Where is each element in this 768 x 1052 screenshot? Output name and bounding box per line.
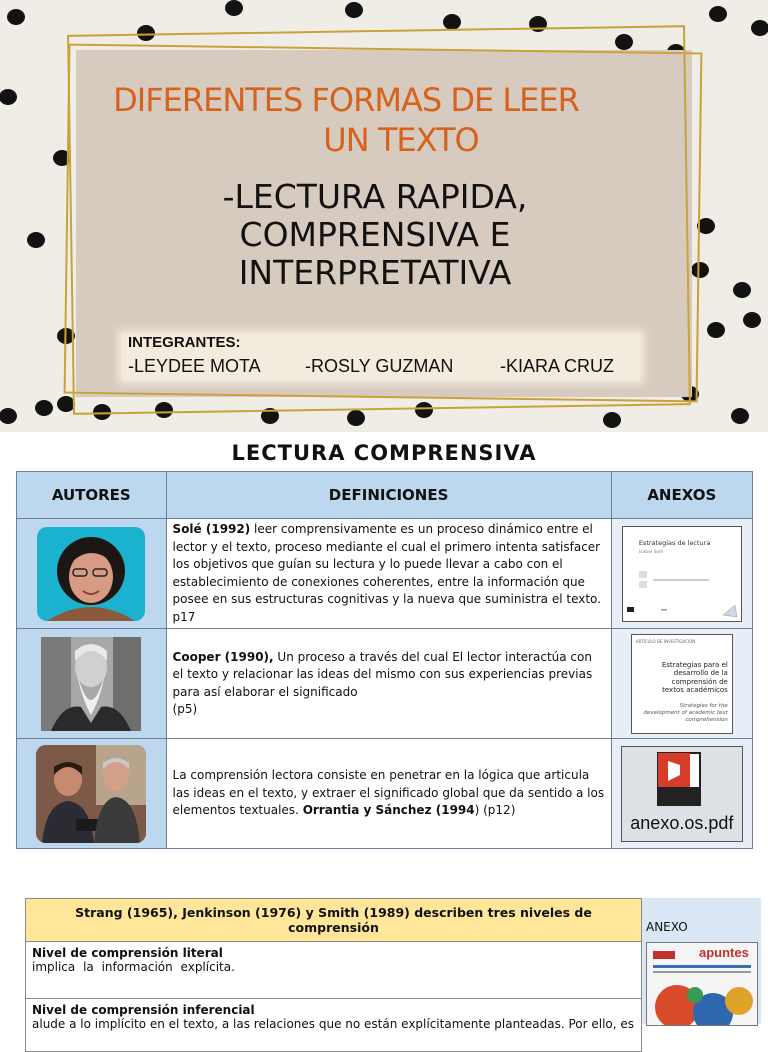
author-photo-sole <box>37 527 145 621</box>
levels-heading: Strang (1965), Jenkinson (1976) y Smith (1989) describen tres niveles de comprensión <box>26 899 642 942</box>
column-header-anexos: ANEXOS <box>611 472 752 519</box>
annex-document-thumbnail[interactable] <box>622 526 742 622</box>
definition-cell <box>166 739 611 849</box>
polka-dot <box>347 410 365 426</box>
level-name: Nivel de comprensión literal <box>32 946 223 960</box>
polka-dot <box>0 89 17 105</box>
annex-label: ANEXO <box>646 920 688 934</box>
section-title: LECTURA COMPRENSIVA <box>231 441 537 465</box>
member-name: -ROSLY GUZMAN <box>305 356 454 376</box>
table-row <box>17 519 753 629</box>
column-header-definiciones: DEFINICIONES <box>166 472 611 519</box>
annex-document-thumbnail[interactable] <box>631 634 733 734</box>
polka-dot <box>743 312 761 328</box>
polka-dot <box>731 408 749 424</box>
level-cell <box>26 942 642 999</box>
polka-dot <box>603 412 621 428</box>
member-name: -LEYDEE MOTA <box>128 356 261 376</box>
annex-cell <box>611 739 752 849</box>
members-label: INTEGRANTES: <box>128 334 241 351</box>
author-cell <box>17 629 167 739</box>
definition-text: La comprensión lectora consiste en penetrar en la lógica que articula las ideas en el texto, y extraer el significado global que da sentido a los elementos textuales. <box>172 768 605 818</box>
comprehension-levels-table <box>25 898 642 1052</box>
member-name: -KIARA CRUZ <box>500 356 615 376</box>
members-box <box>122 334 640 380</box>
polka-dot <box>0 408 17 424</box>
definition-cell <box>166 519 611 629</box>
polka-dot <box>443 14 461 30</box>
author-photo-cooper <box>41 637 141 731</box>
pdf-file-label: anexo.os.pdf <box>630 812 734 833</box>
page-reference: ) (p12) <box>474 803 516 818</box>
author-photo-orrantia-sanchez <box>36 745 146 843</box>
author-cell <box>17 519 167 629</box>
level-cell <box>26 999 642 1052</box>
author-reference: Solé (1992) <box>172 522 251 536</box>
annex-journal-cover[interactable] <box>646 942 758 1026</box>
polka-dot <box>733 282 751 298</box>
annex-title: Estrategias para el desarrollo de la comprensión de textos académicos <box>661 660 728 694</box>
table-header-row <box>17 472 753 519</box>
table-row <box>17 739 753 849</box>
main-title-line: UN TEXTO <box>323 121 479 159</box>
subtitle <box>160 178 590 292</box>
annex-panel <box>642 898 761 1024</box>
main-title-line: DIFERENTES FORMAS DE LEER <box>113 81 579 119</box>
level-text: implica la información explícita. <box>32 960 235 974</box>
definition-text: Un proceso a través del cual El lector interactúa con el texto y relacionar las ideas del mismo con sus experiencias previas para así elaborar el significado <box>172 649 593 699</box>
author-reference: Cooper (1990), <box>172 649 274 664</box>
annex-header: ARTÍCULO DE INVESTIGACIÓN <box>635 638 696 644</box>
subtitle-line: INTERPRETATIVA <box>238 253 512 292</box>
subtitle-line: COMPRENSIVA E <box>239 215 511 254</box>
page-reference: (p5) <box>172 702 198 716</box>
author-cell <box>17 739 167 849</box>
polka-dot <box>345 2 363 18</box>
annex-title: Estrategias de lectura <box>638 538 711 547</box>
column-header-autores: AUTORES <box>17 472 167 519</box>
level-text: alude a lo implícito en el texto, a las relaciones que no están explícitamente planteadas. Por ello, es <box>32 1017 635 1031</box>
polka-dot <box>707 322 725 338</box>
main-title <box>76 80 616 160</box>
level-row <box>26 999 642 1052</box>
polka-dot <box>27 232 45 248</box>
pdf-file-icon[interactable] <box>621 746 743 842</box>
definition-cell <box>166 629 611 739</box>
annex-brand: apuntes <box>699 945 749 960</box>
comprehension-table <box>16 471 753 849</box>
polka-dot <box>7 9 25 25</box>
title-slide <box>0 0 768 432</box>
subtitle-line: -LECTURA RAPIDA, <box>222 177 528 216</box>
annex-author: Isabel Solé <box>638 549 664 555</box>
annex-subtitle: Strategies for the development of academic text comprehension <box>643 702 728 723</box>
table-row <box>17 629 753 739</box>
page-reference: p17 <box>172 609 196 624</box>
annex-cell <box>611 519 752 629</box>
polka-dot <box>35 400 53 416</box>
polka-dot <box>751 20 768 36</box>
level-row <box>26 942 642 999</box>
levels-header-row <box>26 899 642 942</box>
pdf-icon <box>622 747 742 817</box>
polka-dot <box>225 0 243 16</box>
annex-cell <box>611 629 752 739</box>
author-reference: Orrantia y Sánchez (1994 <box>302 803 475 818</box>
polka-dot <box>709 6 727 22</box>
level-name: Nivel de comprensión inferencial <box>32 1003 255 1017</box>
definition-text: leer comprensivamente es un proceso dinámico entre el lector y el texto, proceso mediante el cual el primero intenta satisfacer los objetivos que guían su lectura y lo puede llevar a cabo con el establecimiento de conexiones coherentes, entre la información que posee en sus estructuras cognitivas y la nueva que suministra el texto. <box>172 522 602 606</box>
